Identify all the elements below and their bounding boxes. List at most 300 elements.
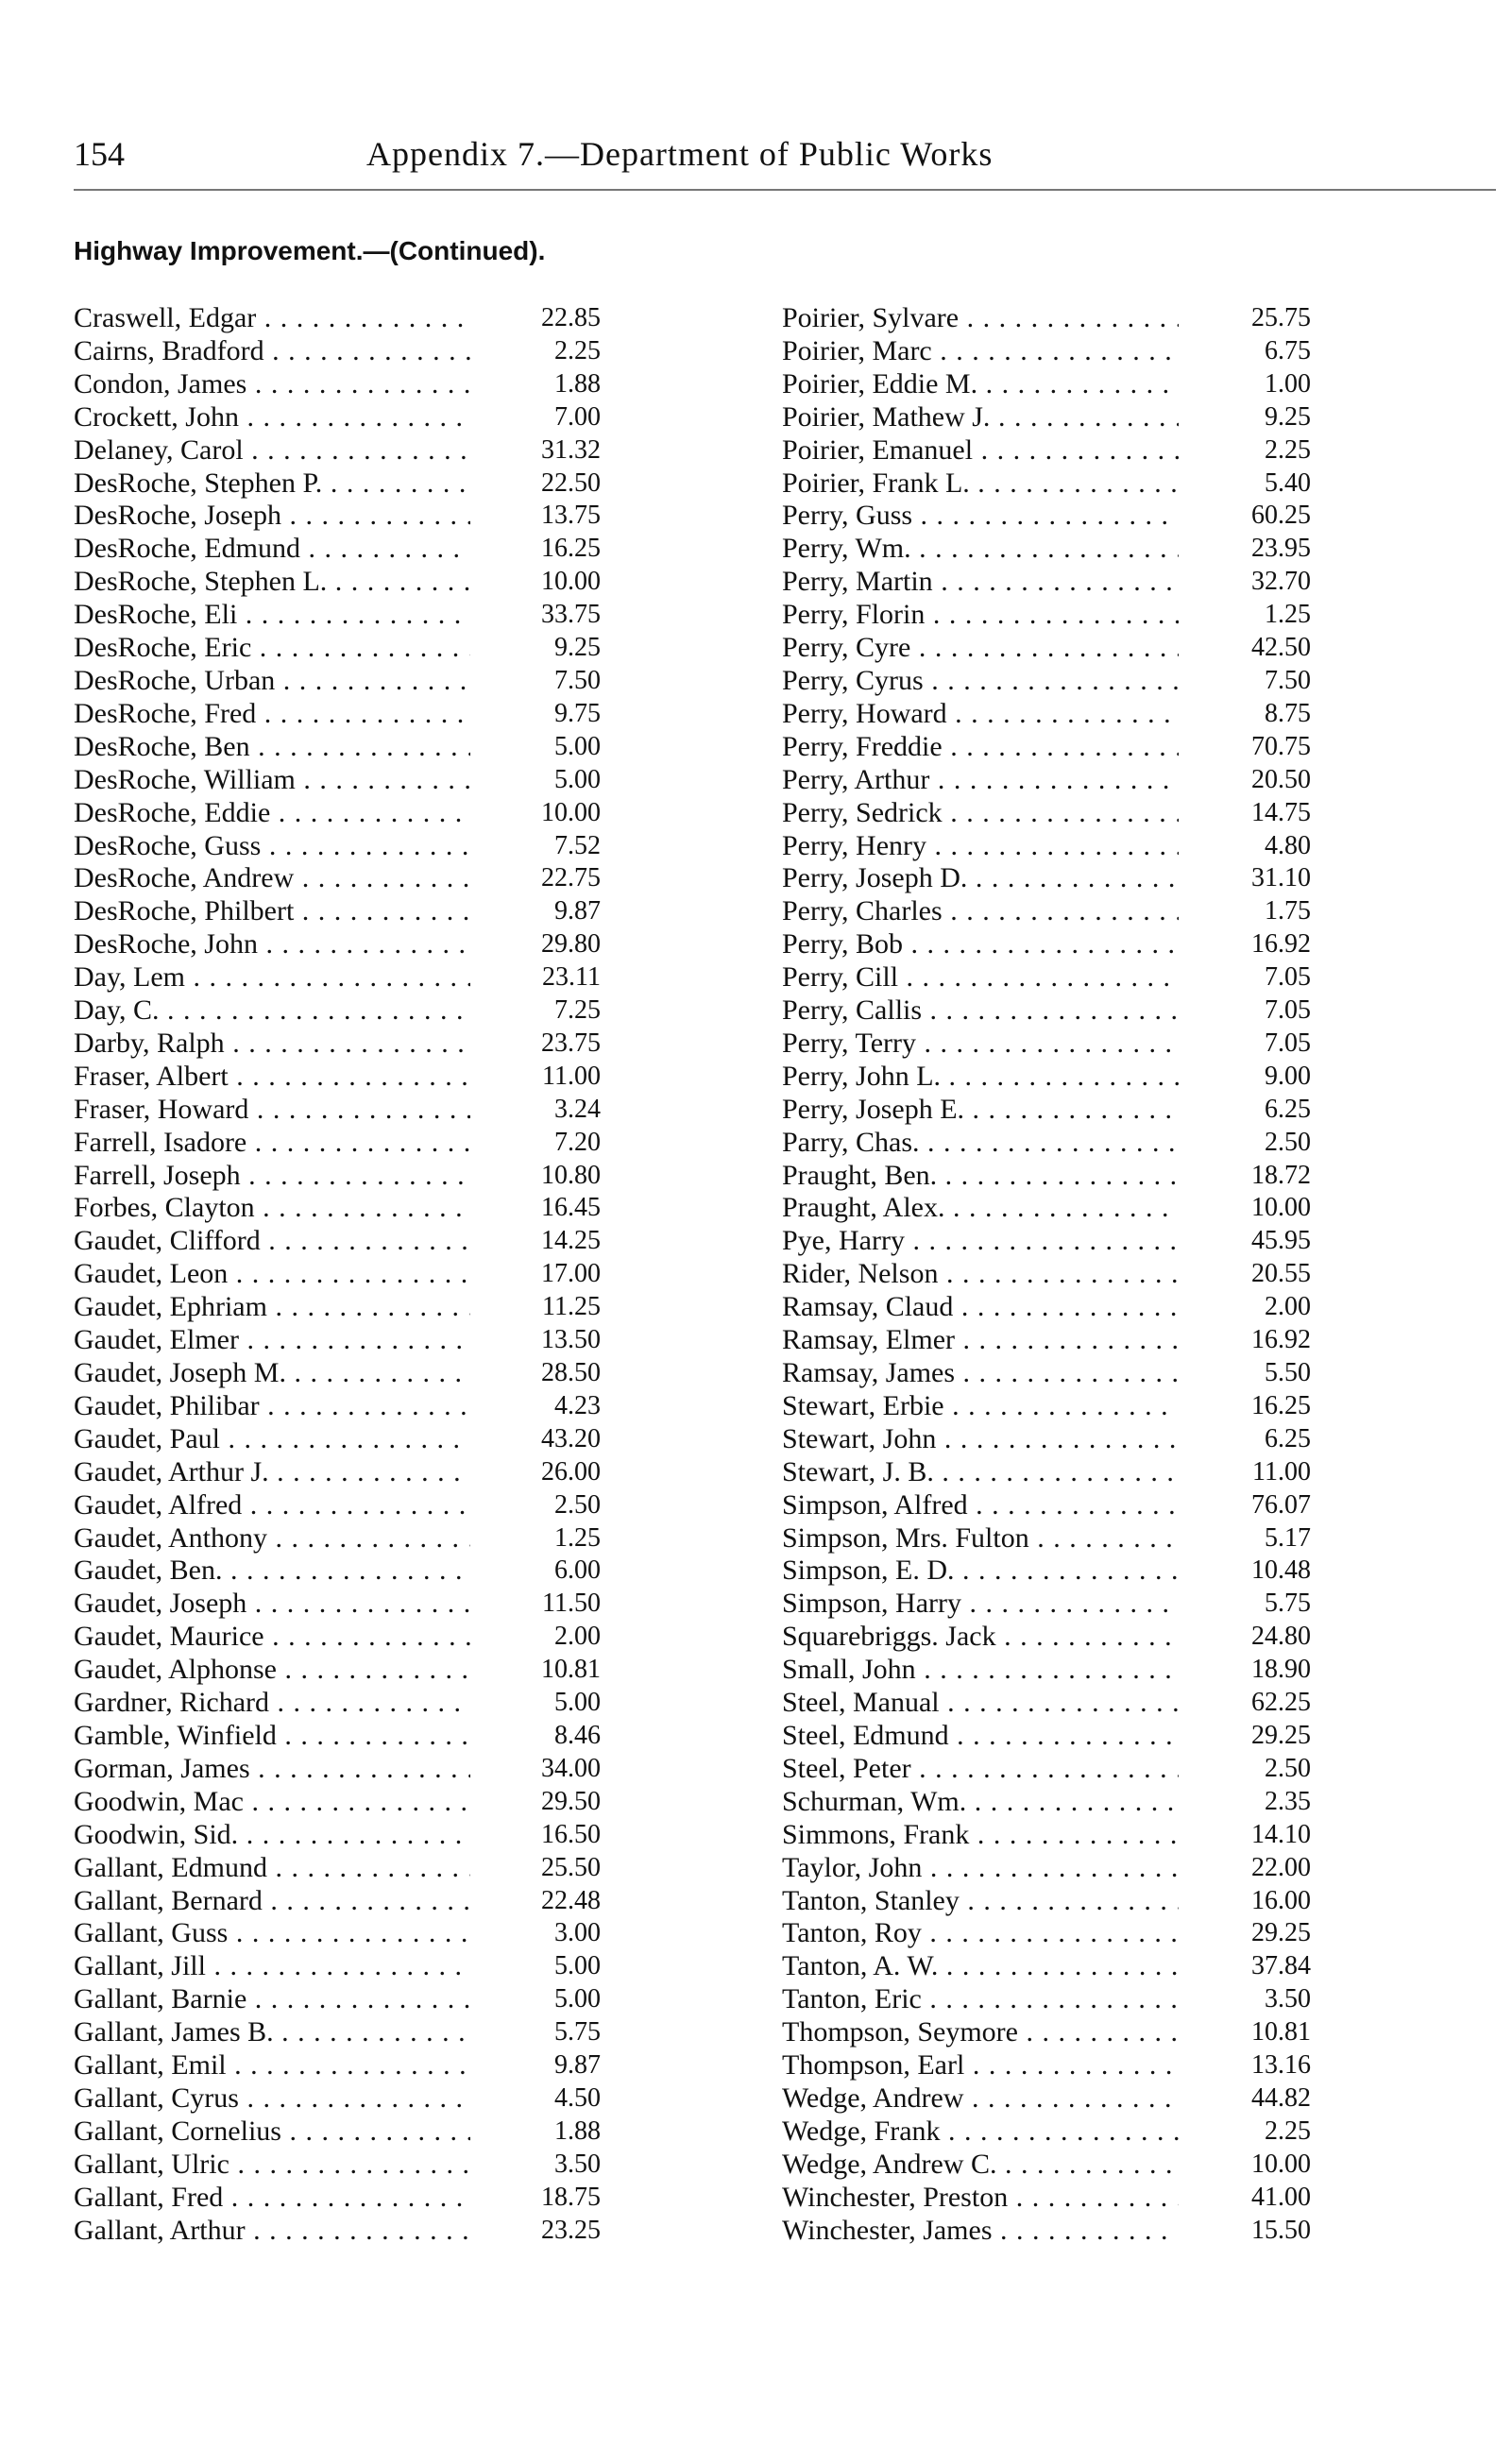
list-item (74, 797, 599, 830)
entry-name: Gorman, James . . . (74, 1753, 470, 1786)
entry-amount: 76.07 (1246, 1489, 1311, 1522)
entry-name: Stewart, Erbie . . . (782, 1390, 1179, 1423)
entry-amount: 16.92 (1246, 928, 1311, 961)
entry-amount: 11.00 (536, 1061, 601, 1094)
entry-amount: 16.25 (1246, 1390, 1311, 1423)
left-column-list (74, 302, 599, 2247)
entry-name: Gallant, Ulric . . . (74, 2149, 470, 2182)
list-item (74, 1061, 599, 1094)
entry-name: Wedge, Andrew C. . . . (782, 2149, 1179, 2182)
list-item (782, 994, 1311, 1028)
entry-amount: 22.85 (535, 302, 601, 335)
list-item (782, 2116, 1311, 2149)
entry-name: Stewart, John . . . (782, 1423, 1179, 1456)
entry-name: Gamble, Winfield . . . (74, 1720, 470, 1753)
entry-amount: 70.75 (1246, 731, 1311, 764)
list-item (74, 2182, 599, 2215)
list-item (74, 1819, 599, 1852)
entry-name: DesRoche, Stephen P. . . . (74, 467, 470, 501)
entry-name: Gaudet, Maurice . . . (74, 1621, 470, 1654)
list-item (782, 961, 1311, 994)
entry-amount: 6.00 (549, 1555, 601, 1588)
entry-amount: 4.23 (549, 1390, 601, 1423)
entry-name: Small, John . . . (782, 1654, 1179, 1687)
list-item (74, 1852, 599, 1885)
entry-amount: 13.50 (535, 1324, 601, 1357)
entry-name: Perry, Joseph E. . . . (782, 1094, 1179, 1127)
list-item (74, 1291, 599, 1324)
list-item (782, 1192, 1311, 1225)
entry-amount: 14.25 (535, 1225, 601, 1258)
entry-amount: 23.95 (1246, 533, 1311, 566)
entry-name: Perry, John L. . . . (782, 1061, 1179, 1094)
list-item (74, 1225, 599, 1258)
list-item (74, 2049, 599, 2082)
entry-name: Tanton, Roy . . . (782, 1917, 1179, 1950)
entry-amount: 10.00 (535, 566, 601, 599)
entry-name: Gaudet, Leon . . . (74, 1258, 470, 1291)
entry-name: Tanton, A. W. . . . (782, 1950, 1179, 1983)
entry-name: Gaudet, Ephriam . . . (74, 1291, 470, 1324)
entry-amount: 6.25 (1259, 1094, 1311, 1127)
list-item (74, 928, 599, 961)
list-item (74, 1489, 599, 1522)
list-item (782, 1621, 1311, 1654)
entry-amount: 45.95 (1246, 1225, 1311, 1258)
entry-amount: 1.00 (1259, 368, 1311, 401)
entry-name: Rider, Nelson . . . (782, 1258, 1179, 1291)
entry-amount: 10.81 (1246, 2016, 1311, 2049)
list-item (782, 764, 1311, 797)
list-item (782, 1094, 1311, 1127)
entry-amount: 11.00 (1247, 1456, 1311, 1489)
entry-name: Perry, Florin . . . (782, 599, 1179, 632)
entry-name: Perry, Cyre . . . (782, 632, 1179, 665)
entry-name: Perry, Martin . . . (782, 566, 1179, 599)
list-item (74, 401, 599, 434)
entry-name: Perry, Wm. . . . (782, 533, 1179, 566)
entry-amount: 6.25 (1259, 1423, 1311, 1456)
entry-name: Simpson, Alfred . . . (782, 1489, 1179, 1522)
list-item (74, 1192, 599, 1225)
entry-amount: 2.50 (1259, 1753, 1311, 1786)
entry-name: Perry, Guss . . . (782, 500, 1179, 533)
list-item (782, 1588, 1311, 1621)
list-item (74, 2215, 599, 2248)
list-item (782, 1061, 1311, 1094)
entry-name: Gallant, Bernard . . . (74, 1885, 470, 1918)
entry-amount: 3.50 (1259, 1983, 1311, 2016)
list-item (782, 599, 1311, 632)
entry-name: Perry, Cill . . . (782, 961, 1179, 994)
entry-amount: 5.40 (1259, 467, 1311, 501)
entry-name: Poirier, Eddie M. . . . (782, 368, 1179, 401)
list-item (74, 1885, 599, 1918)
entry-name: Darby, Ralph . . . (74, 1028, 470, 1061)
entry-amount: 5.00 (549, 731, 601, 764)
entry-name: DesRoche, William . . . (74, 764, 470, 797)
list-item (74, 830, 599, 863)
list-item (782, 500, 1311, 533)
entry-name: Gallant, Arthur . . . (74, 2215, 470, 2248)
entry-amount: 5.00 (549, 1950, 601, 1983)
entry-name: Farrell, Joseph . . . (74, 1160, 470, 1193)
entry-amount: 7.05 (1259, 1028, 1311, 1061)
list-item (74, 1258, 599, 1291)
entry-amount: 29.25 (1246, 1720, 1311, 1753)
entry-amount: 9.87 (549, 895, 601, 928)
list-item (782, 1753, 1311, 1786)
entry-amount: 20.55 (1246, 1258, 1311, 1291)
entry-name: Parry, Chas. . . . (782, 1127, 1179, 1160)
entry-amount: 34.00 (535, 1753, 601, 1786)
entry-name: Gaudet, Joseph M. . . . (74, 1357, 470, 1390)
entry-name: Perry, Freddie . . . (782, 731, 1179, 764)
entry-amount: 28.50 (535, 1357, 601, 1390)
entry-amount: 10.00 (1246, 1192, 1311, 1225)
list-item (782, 1258, 1311, 1291)
entry-name: Gaudet, Clifford . . . (74, 1225, 470, 1258)
list-item (74, 1127, 599, 1160)
entry-name: Day, C. . . . (74, 994, 470, 1028)
list-item (782, 1357, 1311, 1390)
entry-name: Steel, Peter . . . (782, 1753, 1179, 1786)
entry-name: Gaudet, Alphonse . . . (74, 1654, 470, 1687)
list-item (74, 1357, 599, 1390)
list-item (74, 862, 599, 895)
entry-name: Steel, Edmund . . . (782, 1720, 1179, 1753)
list-item (74, 1588, 599, 1621)
entry-amount: 9.25 (1259, 401, 1311, 434)
entry-name: DesRoche, Eric . . . (74, 632, 470, 665)
entry-amount: 18.90 (1246, 1654, 1311, 1687)
entry-name: Winchester, Preston . . . (782, 2182, 1179, 2215)
entry-name: Perry, Charles . . . (782, 895, 1179, 928)
entry-amount: 4.50 (549, 2082, 601, 2116)
list-item (74, 632, 599, 665)
entry-amount: 9.25 (549, 632, 601, 665)
entry-name: Forbes, Clayton . . . (74, 1192, 470, 1225)
entry-name: Thompson, Earl . . . (782, 2049, 1179, 2082)
entry-name: Goodwin, Sid. . . . (74, 1819, 470, 1852)
list-item (74, 698, 599, 731)
list-item (782, 1127, 1311, 1160)
list-item (74, 731, 599, 764)
list-item (74, 1917, 599, 1950)
entry-name: Simmons, Frank . . . (782, 1819, 1179, 1852)
entry-amount: 24.80 (1246, 1621, 1311, 1654)
entry-amount: 44.82 (1246, 2082, 1311, 2116)
list-item (782, 1786, 1311, 1819)
entry-name: Poirier, Emanuel . . . (782, 434, 1179, 467)
entry-name: Wedge, Frank . . . (782, 2116, 1179, 2149)
list-item (74, 2016, 599, 2049)
entry-amount: 31.32 (535, 434, 601, 467)
list-item (74, 302, 599, 335)
entry-name: Condon, James . . . (74, 368, 470, 401)
entry-name: Squarebriggs. Jack . . . (782, 1621, 1179, 1654)
entry-amount: 2.00 (549, 1621, 601, 1654)
entry-amount: 22.50 (535, 467, 601, 501)
entry-name: Perry, Cyrus . . . (782, 665, 1179, 698)
entry-amount: 25.50 (535, 1852, 601, 1885)
list-item (74, 1720, 599, 1753)
list-item (782, 533, 1311, 566)
list-item (74, 1687, 599, 1720)
entry-name: Tanton, Stanley . . . (782, 1885, 1179, 1918)
entry-amount: 7.05 (1259, 961, 1311, 994)
entry-amount: 8.46 (549, 1720, 601, 1753)
entry-name: Gallant, Emil . . . (74, 2049, 470, 2082)
entry-name: Gardner, Richard . . . (74, 1687, 470, 1720)
list-item (782, 2049, 1311, 2082)
list-item (74, 1983, 599, 2016)
entry-amount: 2.25 (1259, 2116, 1311, 2149)
entry-name: DesRoche, Joseph . . . (74, 500, 470, 533)
entry-name: Gallant, Edmund . . . (74, 1852, 470, 1885)
entry-amount: 29.80 (535, 928, 601, 961)
entry-amount: 5.75 (1259, 1588, 1311, 1621)
entry-name: Thompson, Seymore . . . (782, 2016, 1179, 2049)
entry-name: DesRoche, Stephen L. . . . (74, 566, 470, 599)
entry-name: Fraser, Albert . . . (74, 1061, 470, 1094)
entry-name: Perry, Henry . . . (782, 830, 1179, 863)
entry-amount: 26.00 (535, 1456, 601, 1489)
list-item (74, 500, 599, 533)
entry-amount: 4.80 (1259, 830, 1311, 863)
entry-amount: 5.00 (549, 764, 601, 797)
entry-amount: 29.25 (1246, 1917, 1311, 1950)
list-item (782, 830, 1311, 863)
entry-amount: 11.25 (536, 1291, 601, 1324)
list-item (782, 665, 1311, 698)
entry-name: Poirier, Mathew J. . . . (782, 401, 1179, 434)
list-item (74, 1324, 599, 1357)
entry-amount: 29.50 (535, 1786, 601, 1819)
list-item (74, 368, 599, 401)
list-item (782, 1160, 1311, 1193)
entry-name: Gaudet, Alfred . . . (74, 1489, 470, 1522)
list-item (74, 1390, 599, 1423)
list-item (782, 1456, 1311, 1489)
entry-amount: 62.25 (1246, 1687, 1311, 1720)
list-item (782, 1720, 1311, 1753)
entry-amount: 7.52 (549, 830, 601, 863)
entry-amount: 5.50 (1259, 1357, 1311, 1390)
list-item (782, 1489, 1311, 1522)
entry-amount: 5.75 (549, 2016, 601, 2049)
header-rule (74, 189, 1496, 191)
list-item (782, 401, 1311, 434)
entry-amount: 8.75 (1259, 698, 1311, 731)
list-item (782, 928, 1311, 961)
entry-name: Taylor, John . . . (782, 1852, 1179, 1885)
entry-amount: 18.72 (1246, 1160, 1311, 1193)
entry-name: Perry, Howard . . . (782, 698, 1179, 731)
entry-name: Pye, Harry . . . (782, 1225, 1179, 1258)
entry-amount: 7.05 (1259, 994, 1311, 1028)
entry-amount: 3.24 (549, 1094, 601, 1127)
entry-amount: 10.80 (535, 1160, 601, 1193)
entry-amount: 25.75 (1246, 302, 1311, 335)
running-title: Appendix 7.—Department of Public Works (366, 135, 994, 173)
entry-name: Winchester, James . . . (782, 2215, 1179, 2248)
entry-amount: 5.00 (549, 1687, 601, 1720)
entry-amount: 10.00 (1246, 2149, 1311, 2182)
list-item (74, 599, 599, 632)
entry-amount: 7.50 (1259, 665, 1311, 698)
entry-amount: 14.10 (1246, 1819, 1311, 1852)
list-item (74, 2116, 599, 2149)
list-item (782, 434, 1311, 467)
entry-name: Delaney, Carol . . . (74, 434, 470, 467)
entry-name: Ramsay, James . . . (782, 1357, 1179, 1390)
entry-name: Poirier, Sylvare . . . (782, 302, 1179, 335)
entry-name: Ramsay, Elmer . . . (782, 1324, 1179, 1357)
entry-amount: 1.88 (549, 2116, 601, 2149)
entry-amount: 3.50 (549, 2149, 601, 2182)
entry-amount: 2.25 (549, 335, 601, 368)
entry-amount: 10.00 (535, 797, 601, 830)
entry-amount: 1.25 (549, 1522, 601, 1555)
entry-amount: 42.50 (1246, 632, 1311, 665)
list-item (74, 994, 599, 1028)
list-item (782, 1324, 1311, 1357)
list-item (74, 533, 599, 566)
list-item (782, 1225, 1311, 1258)
list-item (74, 1456, 599, 1489)
entry-name: Simpson, Harry . . . (782, 1588, 1179, 1621)
entry-amount: 22.00 (1246, 1852, 1311, 1885)
entry-name: Gallant, Guss . . . (74, 1917, 470, 1950)
list-item (782, 566, 1311, 599)
entry-name: DesRoche, Philbert . . . (74, 895, 470, 928)
entry-amount: 16.92 (1246, 1324, 1311, 1357)
entry-amount: 14.75 (1246, 797, 1311, 830)
entry-amount: 13.75 (535, 500, 601, 533)
entry-amount: 20.50 (1246, 764, 1311, 797)
list-item (74, 895, 599, 928)
entry-name: Schurman, Wm. . . . (782, 1786, 1179, 1819)
entry-name: Day, Lem . . . (74, 961, 470, 994)
list-item (74, 566, 599, 599)
entry-name: DesRoche, Edmund . . . (74, 533, 470, 566)
list-item (782, 2182, 1311, 2215)
list-item (782, 1390, 1311, 1423)
entry-name: Praught, Alex. . . . (782, 1192, 1179, 1225)
entry-name: Gaudet, Anthony . . . (74, 1522, 470, 1555)
list-item (782, 1654, 1311, 1687)
list-item (74, 1621, 599, 1654)
list-item (74, 1423, 599, 1456)
list-item (782, 302, 1311, 335)
entry-amount: 1.88 (549, 368, 601, 401)
entry-amount: 15.50 (1246, 2215, 1311, 2248)
entry-name: Farrell, Isadore . . . (74, 1127, 470, 1160)
entry-amount: 22.48 (535, 1885, 601, 1918)
entry-name: Gaudet, Paul . . . (74, 1423, 470, 1456)
entry-name: Gaudet, Arthur J. . . . (74, 1456, 470, 1489)
entry-amount: 16.45 (535, 1192, 601, 1225)
entry-name: Perry, Terry . . . (782, 1028, 1179, 1061)
entry-name: Fraser, Howard . . . (74, 1094, 470, 1127)
list-item (782, 335, 1311, 368)
entry-amount: 10.48 (1246, 1555, 1311, 1588)
entry-name: Gallant, Fred . . . (74, 2182, 470, 2215)
entry-name: Steel, Manual . . . (782, 1687, 1179, 1720)
entry-amount: 31.10 (1246, 862, 1311, 895)
entry-name: Tanton, Eric . . . (782, 1983, 1179, 2016)
list-item (74, 1753, 599, 1786)
list-item (74, 1522, 599, 1555)
entry-name: Wedge, Andrew . . . (782, 2082, 1179, 2116)
list-item (782, 2016, 1311, 2049)
list-item (74, 1160, 599, 1193)
entry-amount: 13.16 (1246, 2049, 1311, 2082)
list-item (782, 1028, 1311, 1061)
list-item (782, 1423, 1311, 1456)
list-item (782, 1291, 1311, 1324)
list-item (782, 1917, 1311, 1950)
entry-amount: 16.00 (1246, 1885, 1311, 1918)
entry-name: Poirier, Frank L. . . . (782, 467, 1179, 501)
entry-amount: 16.50 (535, 1819, 601, 1852)
list-item (74, 467, 599, 501)
entry-amount: 33.75 (535, 599, 601, 632)
page-header (74, 130, 1496, 178)
entry-amount: 23.11 (536, 961, 601, 994)
entry-name: Stewart, J. B. . . . (782, 1456, 1179, 1489)
list-item (782, 895, 1311, 928)
entry-amount: 10.81 (535, 1654, 601, 1687)
entry-name: Crockett, John . . . (74, 401, 470, 434)
list-item (74, 665, 599, 698)
list-item (782, 797, 1311, 830)
entry-amount: 60.25 (1246, 500, 1311, 533)
list-item (74, 1094, 599, 1127)
entry-amount: 5.17 (1259, 1522, 1311, 1555)
list-item (782, 1555, 1311, 1588)
entry-amount: 32.70 (1246, 566, 1311, 599)
entry-name: DesRoche, John . . . (74, 928, 470, 961)
list-item (74, 1555, 599, 1588)
entry-amount: 5.00 (549, 1983, 601, 2016)
list-item (74, 2082, 599, 2116)
list-item (782, 698, 1311, 731)
entry-name: Gallant, James B. . . . (74, 2016, 470, 2049)
entry-name: Craswell, Edgar . . . (74, 302, 470, 335)
entry-name: Cairns, Bradford . . . (74, 335, 470, 368)
entry-amount: 1.25 (1259, 599, 1311, 632)
list-item (782, 2215, 1311, 2248)
list-item (782, 1852, 1311, 1885)
list-item (74, 1028, 599, 1061)
entry-name: Simpson, Mrs. Fulton . . . (782, 1522, 1179, 1555)
entry-amount: 43.20 (535, 1423, 601, 1456)
entry-name: Goodwin, Mac . . . (74, 1786, 470, 1819)
entry-name: DesRoche, Eli . . . (74, 599, 470, 632)
list-item (74, 961, 599, 994)
entry-name: Perry, Joseph D. . . . (782, 862, 1179, 895)
entry-amount: 2.50 (1259, 1127, 1311, 1160)
entry-amount: 17.00 (535, 1258, 601, 1291)
list-item (782, 632, 1311, 665)
entry-amount: 16.25 (535, 533, 601, 566)
entry-amount: 1.75 (1259, 895, 1311, 928)
entry-amount: 9.87 (549, 2049, 601, 2082)
entry-name: Gallant, Jill . . . (74, 1950, 470, 1983)
entry-amount: 23.25 (535, 2215, 601, 2248)
